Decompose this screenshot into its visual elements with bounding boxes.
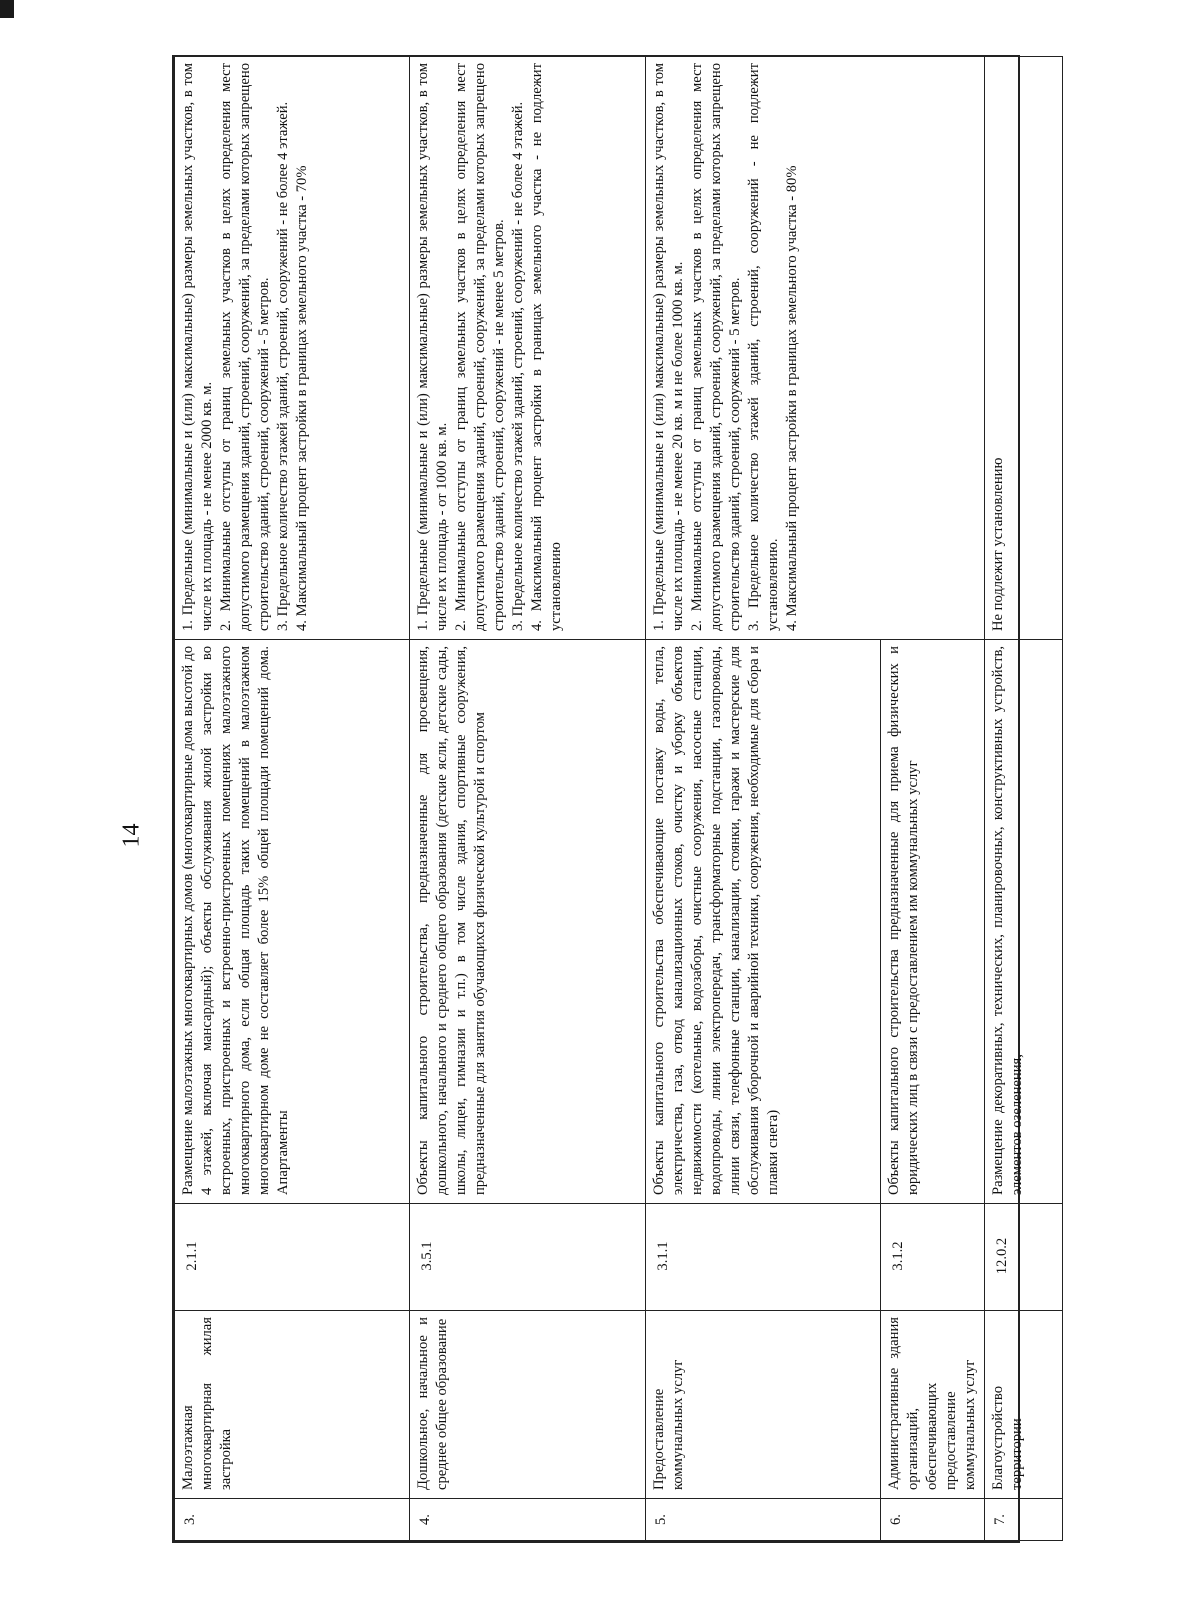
parameter-item: 1. Предельные (минимальные и (или) максимальные) размеры земельных участков, в том числе их площадь - не менее 20 кв. м и не более 1000 кв. м. (651, 63, 686, 631)
parameter-item: Не подлежит установлению (990, 457, 1006, 631)
construction-parameters (985, 57, 1063, 640)
row-number: 6. (881, 1499, 985, 1541)
land-use-code: 3.1.2 (881, 1204, 985, 1311)
land-use-code: 3.1.1 (646, 1204, 881, 1311)
land-use-type: Предоставление коммунальных услуг (646, 1311, 881, 1499)
land-use-code: 2.1.1 (175, 1204, 410, 1311)
zoning-table-rotated-content (174, 57, 1025, 1541)
parameter-item: 2. Минимальные отступы от границ земельных участков в целях определения мест допустимого размещения зданий, строений, сооружений, за пределами которых запрещено строительство зданий, строений, сооружений - 5 метров. (689, 63, 743, 631)
page-number: 14 (118, 823, 145, 848)
row-number: 4. (410, 1499, 646, 1541)
land-use-type: Благоустройство территории (985, 1311, 1063, 1499)
parameter-item: 2. Минимальные отступы от границ земельных участков в целях определения мест допустимого размещения зданий, строений, сооружений, за пределами которых запрещено строительство зданий, строений, сооружений - не менее 5 метров. (453, 63, 507, 631)
scan-corner-mark (0, 0, 14, 18)
parameter-item: 1. Предельные (минимальные и (или) максимальные) размеры земельных участков, в том числе их площадь - от 1000 кв. м. (415, 63, 450, 631)
row-number: 5. (646, 1499, 881, 1541)
parameter-item: 1. Предельные (минимальные и (или) максимальные) размеры земельных участков, в том числе их площадь - не менее 2000 кв. м. (180, 63, 215, 631)
land-use-description: Размещение малоэтажных многоквартирных домов (многоквартирные дома высотой до 4 этажей, включая мансардный); объекты обслуживания жилой застройки во встроенных, пристроенных и встроенно-пристроенных помещениях малоэтажного многоквартирного дома, если общая площадь таких помещений в малоэтажном многоквартирном доме не составляет более 15% общей площади помещений дома. Апартаменты (175, 640, 410, 1204)
parameter-item: 3. Предельное количество этажей зданий, строений, сооружений - не более 4 этажей. (510, 101, 526, 631)
table-row (985, 57, 1063, 1541)
parameter-item: 2. Минимальные отступы от границ земельных участков в целях определения мест допустимого размещения зданий, строений, сооружений, за пределами которых запрещено строительство зданий, строений, сооружений - 5 метров. (218, 63, 272, 631)
table-row (646, 57, 881, 1541)
parameter-item: 4. Максимальный процент застройки в границах земельного участка - не подлежит установлению (529, 63, 564, 631)
construction-parameters (175, 57, 410, 640)
land-use-description: Объекты капитального строительства предназначенные для приема физических и юридических лиц в связи с предоставлением им коммунальных услуг (881, 640, 985, 1204)
parameter-item: 3. Предельное количество этажей зданий, строений, сооружений - не подлежит установлению. (746, 63, 781, 631)
table-row (410, 57, 646, 1541)
land-use-type: Дошкольное, начальное и среднее общее образование (410, 1311, 646, 1499)
parameter-item: 3. Предельное количество этажей зданий, строений, сооружений - не более 4 этажей. (275, 101, 291, 631)
land-use-description: Объекты капитального строительства, предназначенные для просвещения, дошкольного, начального и среднего общего образования (детские ясли, детские сады, школы, лицеи, гимназии и т.п.) в том числе здания, спортивные сооружения, предназначенные для занятия обучающихся физической культурой и спортом (410, 640, 646, 1204)
land-use-type: Малоэтажная многоквартирная жилая застройка (175, 1311, 410, 1499)
zoning-table (172, 55, 1025, 1543)
row-number: 3. (175, 1499, 410, 1541)
row-number: 7. (985, 1499, 1063, 1541)
land-use-type: Административные здания организаций, обеспечивающих предоставление коммунальных услуг (881, 1311, 985, 1499)
table-row (175, 57, 410, 1541)
construction-parameters (646, 57, 985, 640)
land-use-description: Размещение декоративных, технических, планировочных, конструктивных устройств, элементов озеленения, (985, 640, 1063, 1204)
parameter-item: 4. Максимальный процент застройки в границах земельного участка - 70% (294, 165, 310, 631)
land-use-description: Объекты капитального строительства обеспечивающие поставку воды, тепла, электричества, газа, отвод канализационных стоков, очистку и уборку объектов недвижимости (котельные, водозаборы, очистные сооружения, насосные станции, водопроводы, линии электропередач, трансформаторные подстанции, газопроводы, линии связи, телефонные станции, канализации, стоянки, гаражи и мастерские для обслуживания уборочной и аварийной техники, сооружения, необходимые для сбора и плавки снега) (646, 640, 881, 1204)
parameter-item: 4. Максимальный процент застройки в границах земельного участка - 80% (784, 165, 800, 631)
land-use-code: 12.0.2 (985, 1204, 1063, 1311)
construction-parameters (410, 57, 646, 640)
land-use-code: 3.5.1 (410, 1204, 646, 1311)
